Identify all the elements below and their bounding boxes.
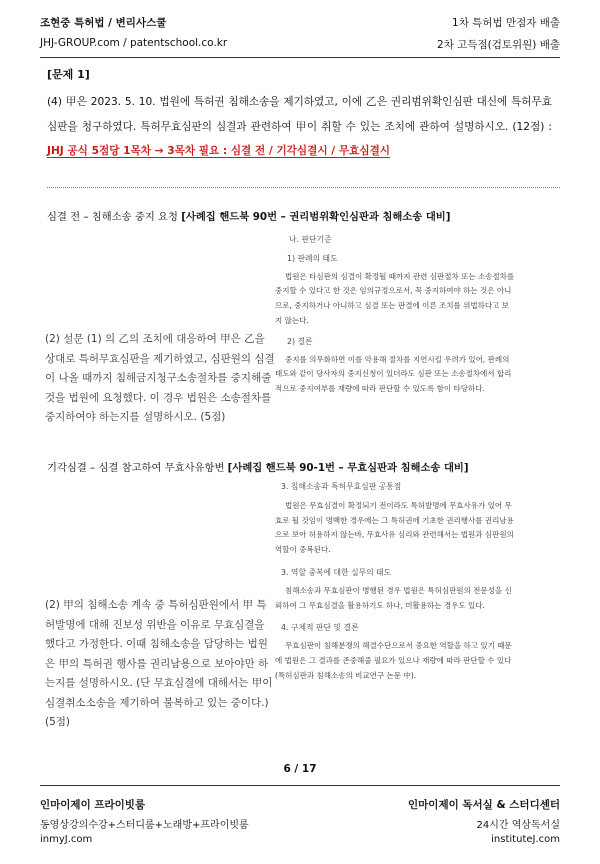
box2-paragraph-3: 무효심판이 침해분쟁의 해결수단으로서 중요한 역할을 하고 있기 때문에 법원은 그 결과를 존중해줄 필요가 있으나 재량에 따라 판단할 수 있다(특허심판과 침해소송의 비교연구 논문 中).	[275, 641, 512, 680]
section-1-handwritten-question: (2) 설문 (1) 의 乙의 조치에 대응하여 甲은 乙을 상대로 특허무효심판을 제기하였고, 심판원의 심결이 나올 때까지 침해금지청구소송절차를 중지해줄 것을 법원에 요청했다. 이 경우 법원은 소송절차를 중지하여야 하는지를 설명하시오. (5점)	[45, 333, 275, 423]
box1-paragraph-2: 중지를 의무화하면 이를 악용해 절차를 지연시킬 우려가 있어, 판례의 태도와 같이 당사자의 중지신청이 있더라도 심판 또는 소송절차에서 합리적으로 중지여부를 재량에 따라 판단할 수 있도록 함이 타당하다.	[275, 354, 512, 394]
footer-private-room-services: 동영상강의수강+스터디룸+노래방+프라이빗룸	[40, 820, 249, 831]
section-1-heading	[47, 208, 450, 223]
box2-paragraph-2: 침해소송과 무효심판이 병행된 경우 법원은 특허심판원의 전문성을 신뢰하여 그 무효심결을 활용하기도 하나, 미활용하는 경우도 있다.	[275, 585, 512, 610]
footer-divider	[40, 785, 560, 786]
section-2-scan-box	[275, 480, 515, 684]
dotted-divider	[47, 187, 560, 188]
section-2-reference: [사례집 핸드북 90-1번 – 무효심판과 침해소송 대비]	[227, 462, 469, 474]
footer-private-room: 인마이제이 프라이빗룸	[40, 799, 146, 811]
box2-heading-2: 3. 역할 중복에 대한 실무의 태도	[281, 567, 392, 577]
section-1-label: 심결 전 – 침해소송 중지 요청	[47, 211, 182, 223]
section-2-heading	[47, 459, 469, 474]
section-1-reference: [사례집 핸드북 90번 – 권리범위확인심판과 침해소송 대비]	[181, 211, 451, 223]
box2-heading-1: 3. 침해소송과 특허무효심판 공통점	[281, 482, 402, 491]
footer-study-center: 인마이제이 독서실 & 스터디센터	[408, 799, 560, 811]
header-achievement-2: 2차 고득점(검토위원) 배출	[437, 39, 560, 51]
question-strategy-highlight: JHJ 공식 5점당 1목차 → 3목차 필요 : 심결 전 / 기각심결시 / 무효심결시	[47, 145, 391, 157]
box2-paragraph-1: 법원은 무효심결이 확정되기 전이라도 특허발명에 무효사유가 있어 무효로 될 것임이 명백한 경우에는 그 특허권에 기초한 권리행사를 권리남용으로 보아 허용하지 않는바, 무효사유 심리와 관련해서는 법원과 심판원의 역할이 중복된다.	[275, 500, 514, 555]
footer-link-institutej[interactable]: instituteJ.com	[491, 834, 560, 845]
section-1-scan-box	[275, 233, 515, 397]
footer-link-inmyj[interactable]: inmyJ.com	[40, 834, 93, 845]
question-body	[47, 90, 552, 164]
header-divider	[40, 57, 560, 58]
question-text: (4) 甲은 2023. 5. 10. 법원에 특허권 침해소송을 제기하였고, 이에 乙은 권리범위확인심판 대신에 특허무효심판을 청구하였다. 특허무효심판의 심결과 관련하여 甲이 취할 수 있는 조치에 관하여 설명하시오. (12점) :	[47, 96, 552, 133]
footer-study-center-hours: 24시간 역삼독서실	[476, 820, 560, 831]
page-number: 6 / 17	[283, 763, 317, 775]
box1-sub2: 2) 결론	[287, 336, 313, 346]
header-websites[interactable]: JHJ-GROUP.com / patentschool.co.kr	[40, 37, 228, 49]
box1-title: 나. 판단기준	[289, 235, 332, 244]
box1-paragraph-1: 법원은 타심판의 심결이 확정될 때까지 관련 심판절차 또는 소송절차를 중지할 수 있다고 한 것은 임의규정으로서, 꼭 중지하여야 하는 것은 아니므로, 중지하거나 아니하고 심결 또는 판결에 이른 조치를 위법하다고 보지 않는다.	[275, 271, 515, 325]
section-2-handwritten-question: (2) 甲의 침해소송 계속 중 특허심판원에서 甲 특허발명에 대해 진보성 위반을 이유로 무효심결을 했다고 가정한다. 이때 침해소송을 담당하는 법원은 甲의 특허권 행사를 권리남용으로 보아야만 하는지를 설명하시오. (단 무효심결에 대해서는 甲이 심결취소소송을 제기하여 불복하고 있는 중이다.) (5점)	[45, 599, 273, 728]
box2-heading-3: 4. 구체적 판단 및 결론	[281, 623, 359, 633]
header-brand: 조현중 특허법 / 변리사스쿨	[40, 17, 167, 29]
box1-sub1: 1) 판례의 태도	[287, 253, 338, 263]
section-2-label: 기각심결 – 심결 참고하여 무효사유항변	[47, 462, 228, 474]
question-title: [문제 1]	[47, 68, 90, 81]
header-achievement-1: 1차 특허법 만점자 배출	[452, 17, 560, 29]
